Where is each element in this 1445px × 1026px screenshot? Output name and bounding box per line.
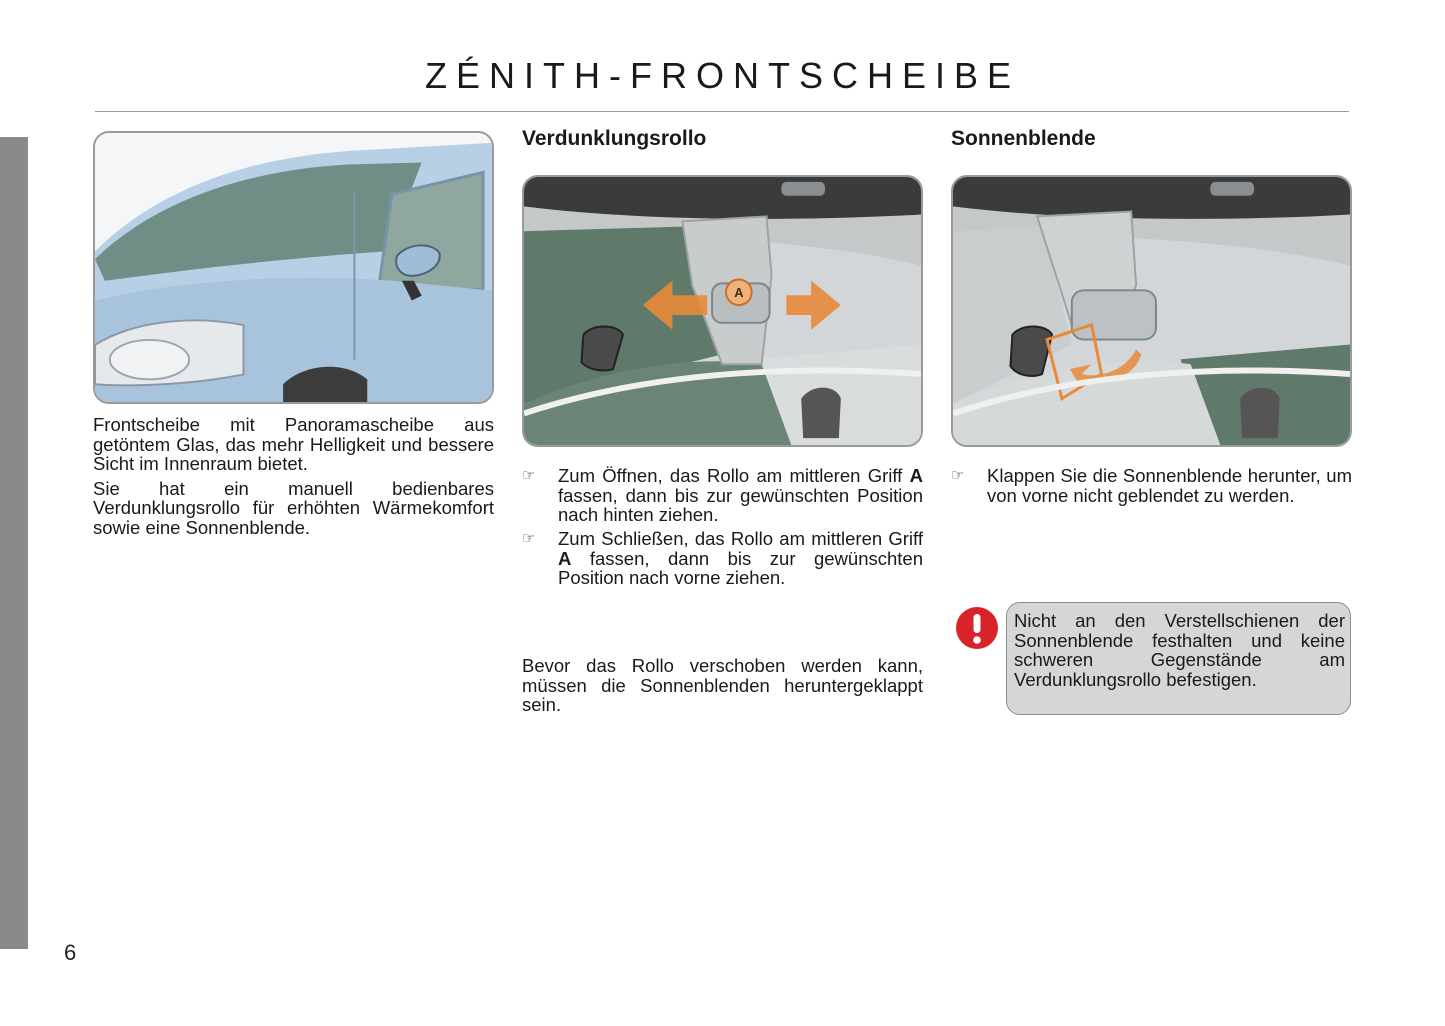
pointing-hand-icon: ☞	[522, 530, 536, 547]
intro-paragraph-2: Sie hat ein manuell bedienbares Verdunklungsrollo für erhöhten Wärmekomfort sowie eine Sonnenblende.	[93, 477, 494, 538]
intro-text	[93, 415, 494, 542]
title-divider	[95, 111, 1349, 112]
bullet-open-text-2: fassen, dann bis zur gewünschten Position nach hinten ziehen.	[558, 484, 923, 525]
bullet-open-blind	[522, 466, 923, 526]
bullet-close-text-2: fassen, dann bis zur gewünschten Position nach vorne ziehen.	[558, 547, 923, 588]
pointing-hand-icon: ☞	[951, 467, 965, 484]
bullet-open-text-1: Zum Öffnen, das Rollo am mittleren Griff	[558, 465, 910, 486]
bullet-fold-visor	[951, 466, 1352, 526]
blind-note: Bevor das Rollo verschoben werden kann, müssen die Sonnenblenden heruntergeklappt sein.	[522, 655, 923, 715]
handle-ref-a: A	[558, 547, 572, 569]
exclamation-warning-icon	[955, 606, 999, 650]
section-side-tab	[0, 137, 28, 949]
page-number: 6	[64, 940, 77, 965]
blind-handle-illustration	[522, 175, 923, 447]
car-windscreen-illustration	[93, 131, 494, 404]
page-title: ZÉNITH-FRONTSCHEIBE	[424, 55, 1020, 96]
handle-label-a: A	[734, 285, 744, 301]
heading-verdunklungsrollo: Verdunklungsrollo	[522, 127, 707, 150]
sun-visor-illustration	[951, 175, 1352, 447]
heading-sonnenblende: Sonnenblende	[951, 127, 1096, 150]
intro-paragraph-1: Frontscheibe mit Panoramascheibe aus getöntem Glas, das mehr Helligkeit und bessere Sicht im Innenraum bietet.	[93, 414, 494, 474]
bullet-close-text-1: Zum Schließen, das Rollo am mittleren Griff	[558, 528, 923, 549]
handle-ref-a: A	[909, 465, 923, 486]
pointing-hand-icon: ☞	[522, 467, 536, 484]
bullet-fold-visor-text: Klappen Sie die Sonnenblende herunter, um von vorne nicht geblendet zu werden.	[987, 465, 1352, 506]
bullet-close-blind	[522, 529, 923, 609]
warning-text: Nicht an den Verstellschienen der Sonnenblende festhalten und keine schweren Gegenstände am Verdunklungsrollo befestigen.	[1014, 610, 1345, 690]
